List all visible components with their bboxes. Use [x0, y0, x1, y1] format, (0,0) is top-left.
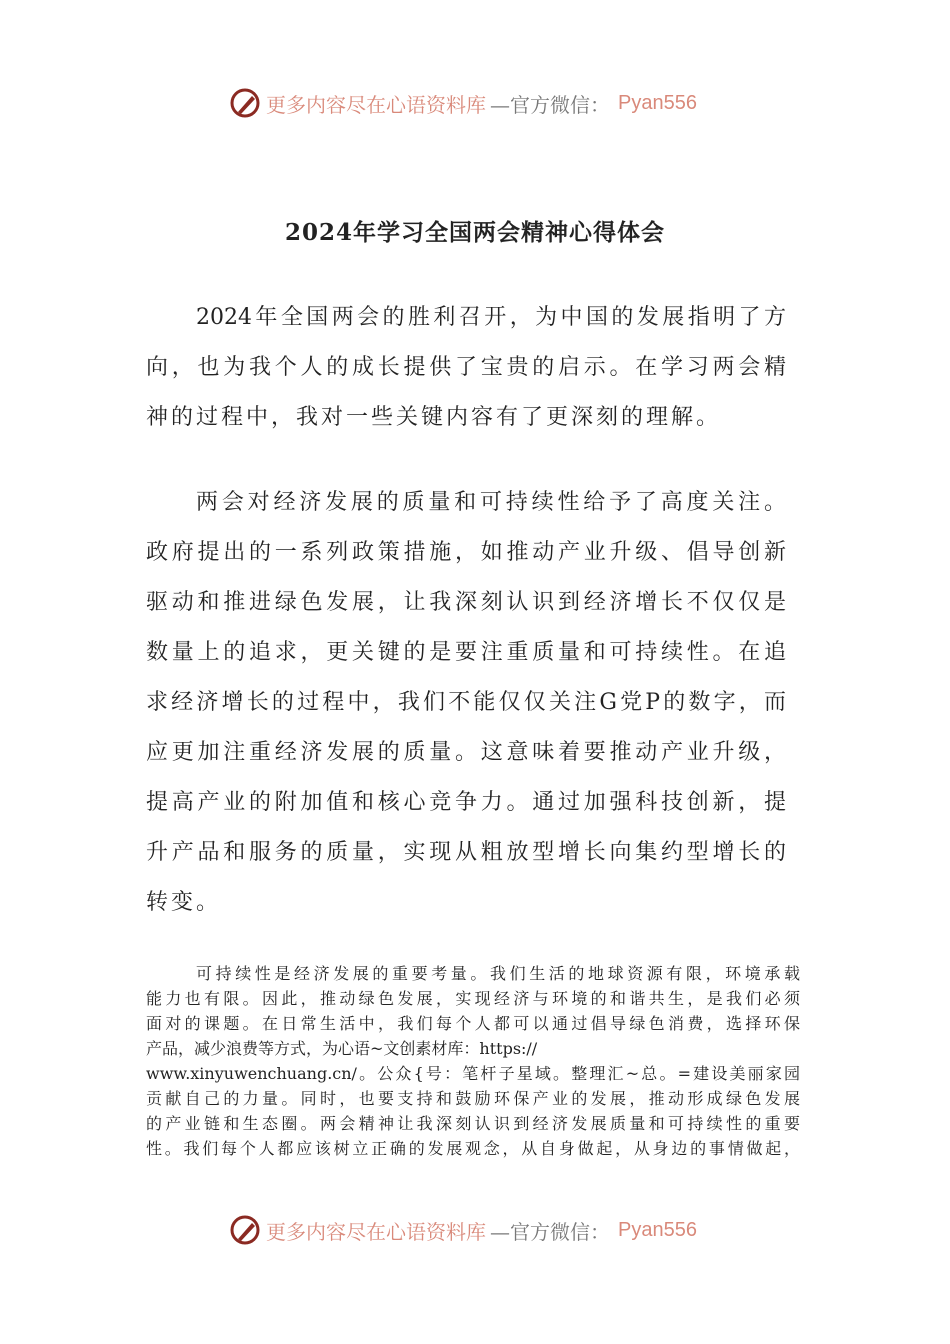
text-line: 求经济增长的过程中，我们不能仅仅关注G党P的数字，而 [146, 690, 786, 715]
banner-separator: —官方微信： [490, 1219, 610, 1244]
pen-logo-icon [228, 86, 262, 120]
footer-banner [228, 1210, 728, 1250]
document-title: 2024年学习全国两会精神心得体会 [284, 219, 665, 246]
text-line: 驱动和推进绿色发展，让我深刻认识到经济增长不仅仅是 [146, 590, 786, 615]
text-line: 数量上的追求，更关键的是要注重质量和可持续性。在追 [146, 640, 786, 665]
header-banner [228, 83, 728, 123]
text-line: www.xinyuwenchuang.cn/。公众{号：笔杆子星域。整理汇~总。=建设美丽家园 [146, 1064, 800, 1083]
text-line: 面对的课题。在日常生活中，我们每个人都可以通过倡导绿色消费，选择环保 [146, 1014, 800, 1033]
text-line: 贡献自己的力量。同时，也要支持和鼓励环保产业的发展，推动形成绿色发展 [146, 1089, 800, 1108]
text-line: 的产业链和生态圈。两会精神让我深刻认识到经济发展质量和可持续性的重要 [146, 1114, 800, 1133]
pen-logo-icon [228, 1213, 262, 1247]
text-line: 2024年全国两会的胜利召开，为中国的发展指明了方 [196, 305, 786, 330]
paragraph-2 [146, 478, 786, 928]
text-line: 升产品和服务的质量，实现从粗放型增长向集约型增长的 [146, 840, 786, 865]
text-line: 应更加注重经济发展的质量。这意味着要推动产业升级， [146, 740, 786, 765]
banner-text: 更多内容尽在心语资料库 [266, 92, 486, 117]
banner-wechat-id: Pyan556 [618, 1218, 697, 1241]
text-line: 神的过程中，我对一些关键内容有了更深刻的理解。 [146, 405, 722, 430]
text-line: 政府提出的一系列政策措施，如推动产业升级、倡导创新 [146, 540, 786, 565]
banner-text: 更多内容尽在心语资料库 [266, 1219, 486, 1244]
text-line: 两会对经济发展的质量和可持续性给予了高度关注。 [196, 490, 786, 515]
text-line: 转变。 [146, 890, 222, 915]
text-line: 产品，减少浪费等方式，为心语~文创素材库：https:// [146, 1039, 538, 1058]
text-line: 提高产业的附加值和核心竞争力。通过加强科技创新，提 [146, 790, 786, 815]
banner-separator: —官方微信： [490, 92, 610, 117]
text-line: 可持续性是经济发展的重要考量。我们生活的地球资源有限，环境承载 [196, 964, 800, 983]
text-line: 能力也有限。因此，推动绿色发展，实现经济与环境的和谐共生，是我们必须 [146, 989, 800, 1008]
text-line: 向，也为我个人的成长提供了宝贵的启示。在学习两会精 [146, 355, 786, 380]
text-line: 性。我们每个人都应该树立正确的发展观念，从自身做起，从身边的事情做起， [146, 1139, 800, 1158]
paragraph-3 [146, 961, 800, 1161]
paragraph-1 [146, 293, 786, 443]
banner-wechat-id: Pyan556 [618, 91, 697, 114]
